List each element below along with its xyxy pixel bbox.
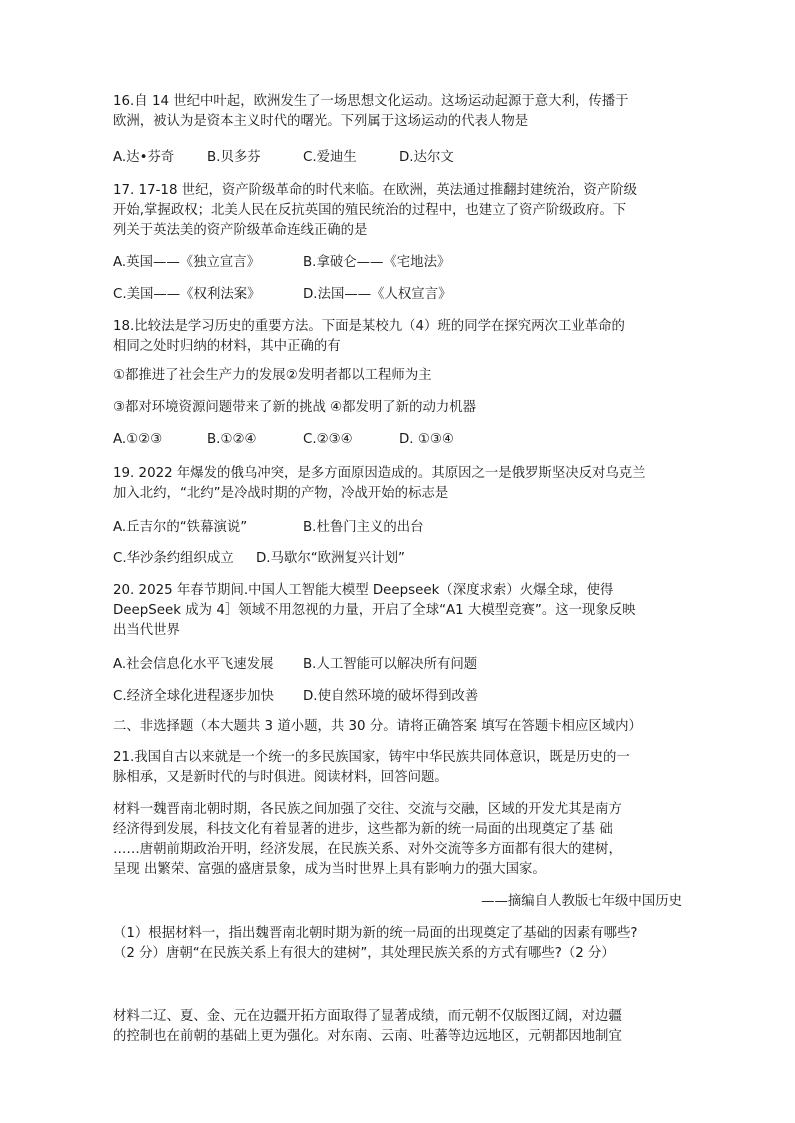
q21-sub1-line1: （1）根据材料一，指出魏晋南北朝时期为新的统一局面的出现奠定了基础的因素有哪些?: [113, 926, 638, 941]
q18-option-d: D. ①③④: [399, 432, 454, 447]
q20-option-b: B.人工智能可以解决所有问题: [303, 657, 478, 672]
q17-stem-line3: 列关于英法美的资产阶级革命连线正确的是: [113, 223, 368, 238]
q18-stem-line1: 18.比较法是学习历史的重要方法。下面是某校九（4）班的同学在探究两次工业革命的: [113, 319, 625, 334]
q16-stem-line2: 欧洲，被认为是资本主义时代的曙光。下列属于这场运动的代表人物是: [113, 114, 529, 129]
q21-material1-line3: ……唐朝前期政治开明，经济发展，在民族关系、对外交流等多方面都有很大的建树，: [113, 842, 622, 857]
q19-option-c: C.华沙条约组织成立: [113, 551, 234, 566]
q19-option-b: B.杜鲁门主义的出台: [303, 520, 424, 535]
q18-option-b: B.①②④: [207, 432, 257, 447]
q18-stem-line2: 相同之处时归纳的材料，其中正确的有: [113, 339, 341, 354]
q20-stem-line3: 出当代世界: [113, 623, 180, 638]
q20-option-d: D.使自然环境的破坏得到改善: [303, 689, 479, 704]
q17-option-b: B.拿破仑——《宅地法》: [303, 255, 451, 270]
q21-stem-line2: 脉相承，又是新时代的与时俱进。阅读材料，回答问题。: [113, 770, 448, 785]
q21-material1-line2: 经济得到发展，科技文化有着显著的进步，这些都为新的统一局面的出现奠定了基 础: [113, 822, 613, 837]
q17-stem-line2: 开始,掌握政权；北美人民在反抗英国的殖民统治的过程中，也建立了资产阶级政府。下: [113, 203, 627, 218]
q19-option-d: D.马歇尔“欧洲复兴计划”: [256, 551, 405, 566]
q21-material2-line2: 的控制也在前朝的基础上更为强化。对东南、云南、吐蕃等边远地区，元朝都因地制宜: [113, 1029, 622, 1044]
q18-option-c: C.②③④: [303, 432, 353, 447]
q17-option-d: D.法国——《人权宣言》: [303, 287, 452, 302]
q21-material1-source: ——摘编自人教版七年级中国历史: [481, 894, 682, 909]
q20-option-c: C.经济全球化进程逐步加快: [113, 689, 274, 704]
q17-stem-line1: 17. 17-18 世纪，资产阶级革命的时代来临。在欧洲，英法通过推翻封建统治，资产阶级: [113, 183, 637, 198]
q19-option-a: A.丘吉尔的“铁幕演说”: [113, 520, 248, 535]
q16-option-a: A.达•芬奇: [113, 150, 175, 165]
q16-stem-line1: 16.自 14 世纪中叶起，欧洲发生了一场思想文化运动。这场运动起源于意大利，传播于: [113, 94, 629, 109]
section-2-heading: 二、非选择题（本大题共 3 道小题，共 30 分。请将正确答案 填写在答题卡相应区域内）: [113, 719, 642, 734]
q21-material2-line1: 材料二辽、夏、金、元在边疆开拓方面取得了显著成绩，而元朝不仅版图辽阔，对边疆: [113, 1009, 622, 1024]
q17-option-a: A.英国——《独立宣言》: [113, 255, 261, 270]
q20-stem-line1: 20. 2025 年春节期间.中国人工智能大模型 Deepseek（深度求索）火爆全球，使得: [113, 583, 614, 598]
q18-statement-3-4: ③都对环境资源问题带来了新的挑战 ④都发明了新的动力机器: [113, 400, 477, 415]
q16-option-c: C.爱迪生: [303, 150, 357, 165]
q16-option-b: B.贝多芬: [207, 150, 261, 165]
q21-material1-line4: 呈现 出繁荣、富强的盛唐景象，成为当时世界上具有影响力的强大国家。: [113, 862, 546, 877]
q21-stem-line1: 21.我国自古以来就是一个统一的多民族国家，铸牢中华民族共同体意识，既是历史的一: [113, 750, 630, 765]
q18-option-a: A.①②③: [113, 432, 163, 447]
q20-stem-line2: DeepSeek 成为 4］领域不用忽视的力量，开启了全球“A1 大模型竞赛”。这一现象反映: [113, 603, 636, 618]
q19-stem-line2: 加入北约，“北约”是冷战时期的产物，冷战开始的标志是: [113, 486, 449, 501]
q18-statement-1-2: ①都推进了社会生产力的发展②发明者都以工程师为主: [113, 368, 432, 383]
q20-option-a: A.社会信息化水平飞速发展: [113, 657, 274, 672]
q21-sub1-line2: （2 分）唐朝“在民族关系上有很大的建树”，其处理民族关系的方式有哪些?（2 分）: [113, 946, 615, 961]
q21-material1-line1: 材料一魏晋南北朝时期，各民族之间加强了交往、交流与交融，区域的开发尤其是南方: [113, 802, 622, 817]
q17-option-c: C.美国——《权利法案》: [113, 287, 261, 302]
q19-stem-line1: 19. 2022 年爆发的俄乌冲突，是多方面原因造成的。其原因之一是俄罗斯坚决反对乌克兰: [113, 466, 646, 481]
q16-option-d: D.达尔文: [399, 150, 454, 165]
